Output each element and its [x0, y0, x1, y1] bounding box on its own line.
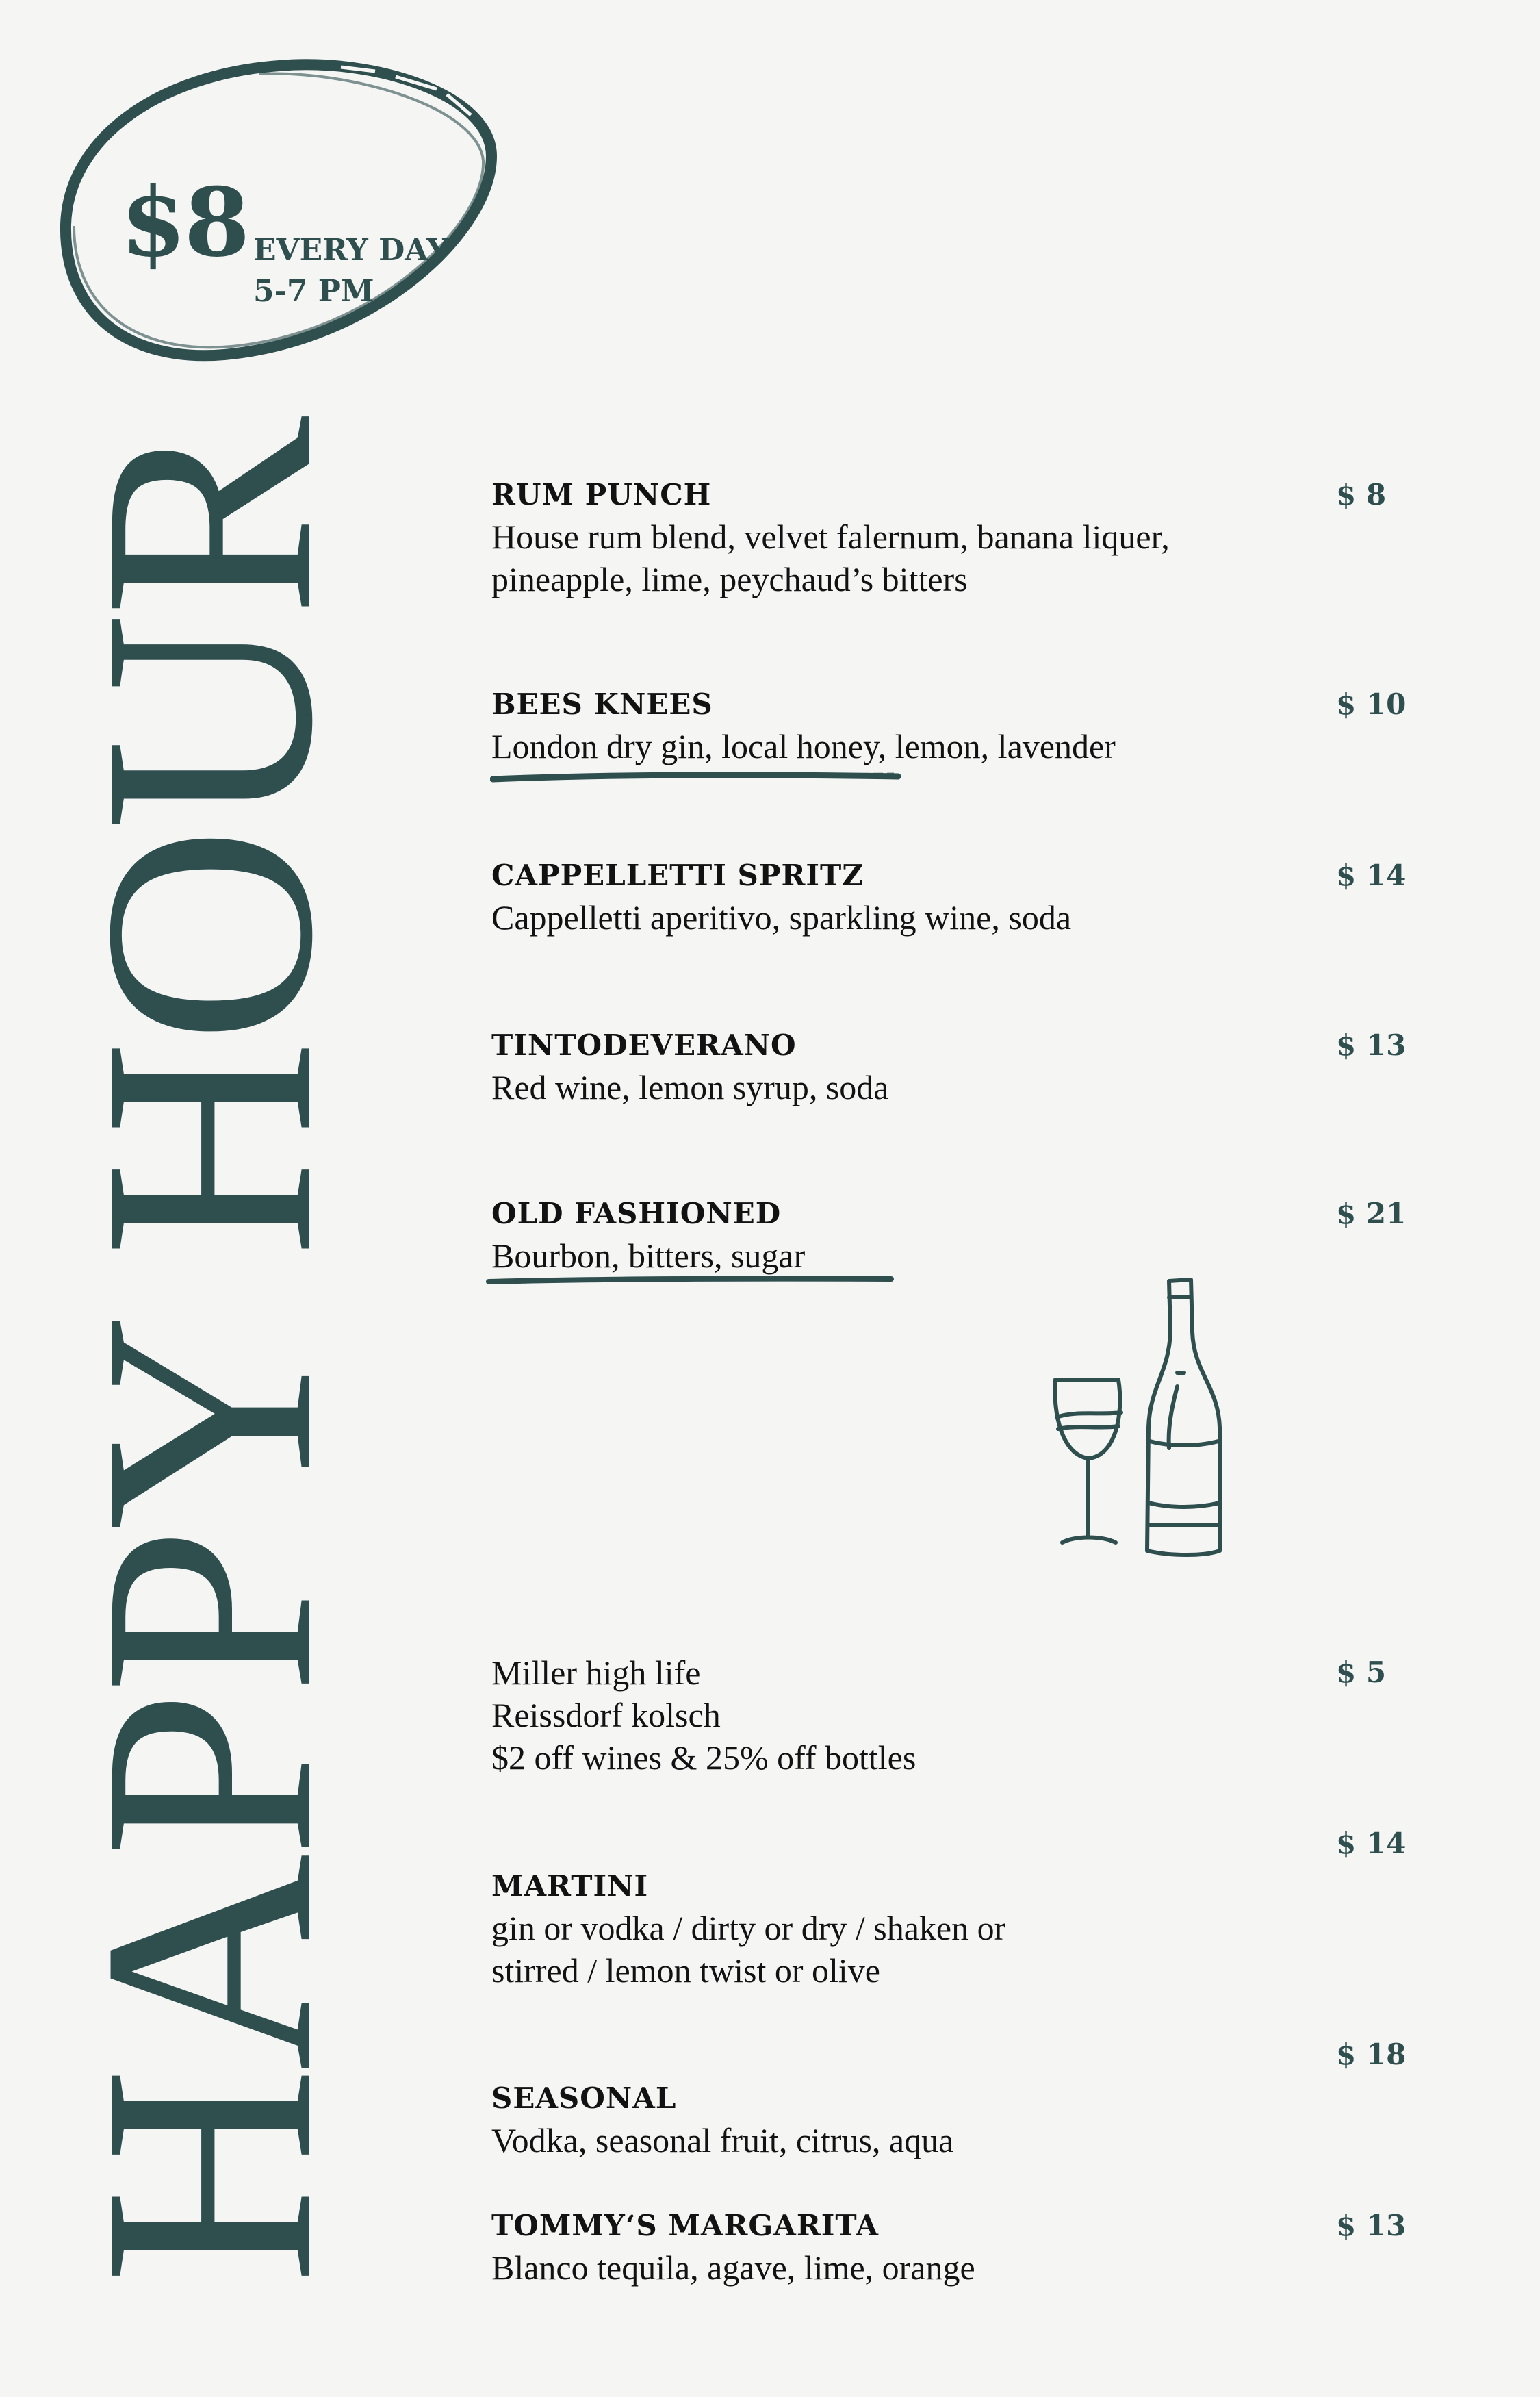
- item-name: BEES KNEES: [491, 687, 713, 721]
- happy-hour-badge: [53, 53, 498, 368]
- item-name: CAPPELLETTI SPRITZ: [491, 859, 864, 892]
- item-price: $ 14: [1336, 1827, 1407, 1860]
- item-name: MARTINI: [491, 1869, 649, 1903]
- menu-item-seasonal: [491, 2081, 1244, 2161]
- item-description: Vodka, seasonal fruit, citrus, aqua: [491, 2121, 954, 2159]
- wine-illustration: [1047, 1270, 1246, 1564]
- item-name: RUM PUNCH: [491, 478, 712, 511]
- item-price: $ 10: [1336, 687, 1407, 721]
- badge-price: $8: [120, 166, 248, 278]
- beer-wine-specials: [491, 1651, 1244, 1779]
- menu-item-tintodeverano: [491, 1028, 1244, 1108]
- badge-days: EVERY DAY: [253, 233, 448, 268]
- item-name: SEASONAL: [491, 2081, 677, 2115]
- menu-item-rum-punch: [491, 478, 1244, 600]
- special-line: Miller high life: [491, 1653, 701, 1692]
- wine-bottle-icon: [1147, 1280, 1220, 1555]
- menu-item-tommys-margarita: [491, 2209, 1244, 2289]
- item-price: $ 5: [1336, 1656, 1387, 1689]
- item-price: $ 18: [1336, 2038, 1407, 2071]
- title-column: [42, 397, 375, 2307]
- item-price: $ 21: [1336, 1197, 1407, 1230]
- menu-item-cappelletti-spritz: [491, 859, 1244, 939]
- item-description: House rum blend, velvet falernum, banana liquer, pineapple, lime, peychaud’s bitters: [491, 518, 1170, 598]
- brush-underline: [485, 1273, 895, 1289]
- brush-underline: [490, 770, 901, 786]
- wine-glass-icon: [1055, 1380, 1121, 1543]
- item-description: Cappelletti aperitivo, sparkling wine, soda: [491, 898, 1072, 937]
- menu-item-bees-knees: [491, 687, 1244, 768]
- item-price: $ 8: [1336, 478, 1387, 511]
- badge-hours: 5-7 PM: [253, 274, 374, 309]
- item-price: $ 14: [1336, 859, 1407, 892]
- item-name: TINTODEVERANO: [491, 1028, 797, 1062]
- item-description: gin or vodka / dirty or dry / shaken or stirred / lemon twist or olive: [491, 1909, 1006, 1990]
- page-title: HAPPY HOUR: [42, 420, 375, 2285]
- item-description: Blanco tequila, agave, lime, orange: [491, 2248, 975, 2287]
- item-description: Bourbon, bitters, sugar: [491, 1236, 806, 1275]
- menu-item-old-fashioned: [491, 1197, 1244, 1277]
- item-name: OLD FASHIONED: [491, 1197, 782, 1230]
- menu-item-martini: [491, 1869, 1244, 1992]
- special-line: $2 off wines & 25% off bottles: [491, 1738, 916, 1777]
- special-line: Reissdorf kolsch: [491, 1696, 721, 1734]
- item-price: $ 13: [1336, 2209, 1407, 2242]
- item-description: London dry gin, local honey, lemon, lavender: [491, 727, 1116, 765]
- item-description: Red wine, lemon syrup, soda: [491, 1068, 889, 1106]
- item-price: $ 13: [1336, 1028, 1407, 1062]
- item-name: TOMMY‘S MARGARITA: [491, 2209, 879, 2242]
